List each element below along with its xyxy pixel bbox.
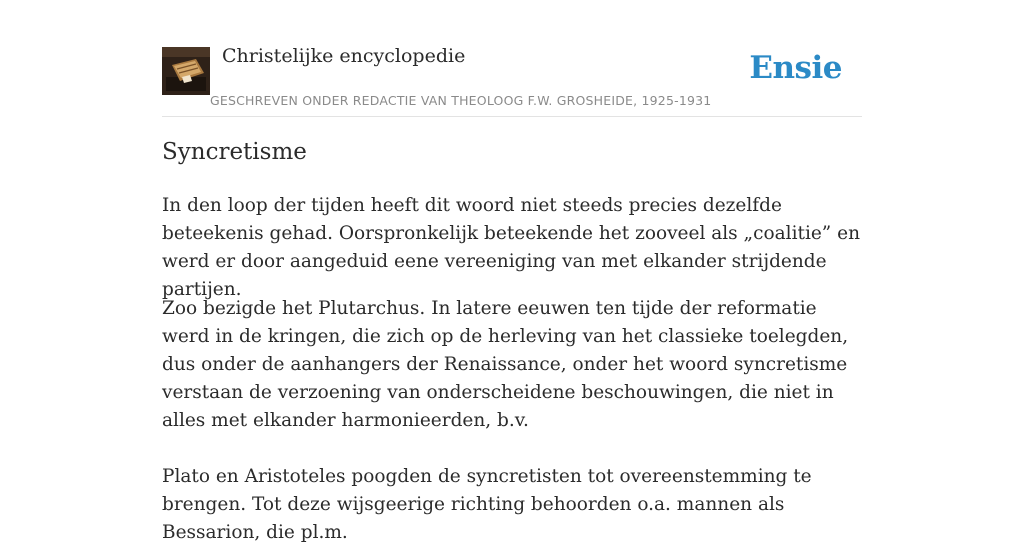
article-paragraph-1: In den loop der tijden heeft dit woord niet steeds precies dezelfde beteekenis gehad. Oorspronkelijk beteekende het zooveel als „coalitie” en werd er door aangeduid eene vereeniging van met elkander strijdende partijen. [162,195,861,300]
article-title: Syncretisme [162,139,307,165]
ensie-logo-link[interactable]: Ensie [749,50,842,86]
article-paragraph-2: Zoo bezigde het Plutarchus. In latere eeuwen ten tijde der reformatie werd in de kringen, die zich op de herleving van het classieke toelegden, dus onder de aanhangers der Renaissance, onder het woord syncretisme verstaan de verzoening van onderscheidene beschouwingen, die niet in alles met elkander harmonieerden, b.v. [162,298,849,431]
book-image-icon [162,47,210,95]
site-subtitle: GESCHREVEN ONDER REDACTIE VAN THEOLOOG F.W. GROSHEIDE, 1925-1931 [210,93,712,108]
site-title[interactable]: Christelijke encyclopedie [222,45,466,67]
article-paragraph-3: Plato en Aristoteles poogden de syncretisten tot overeenstemming te brengen. Tot deze wijsgeerige richting behoorden o.a. mannen als Bessarion, die pl.m. [162,466,812,543]
page [162,0,862,543]
encyclopedia-avatar[interactable] [162,47,210,95]
site-header [162,0,862,117]
